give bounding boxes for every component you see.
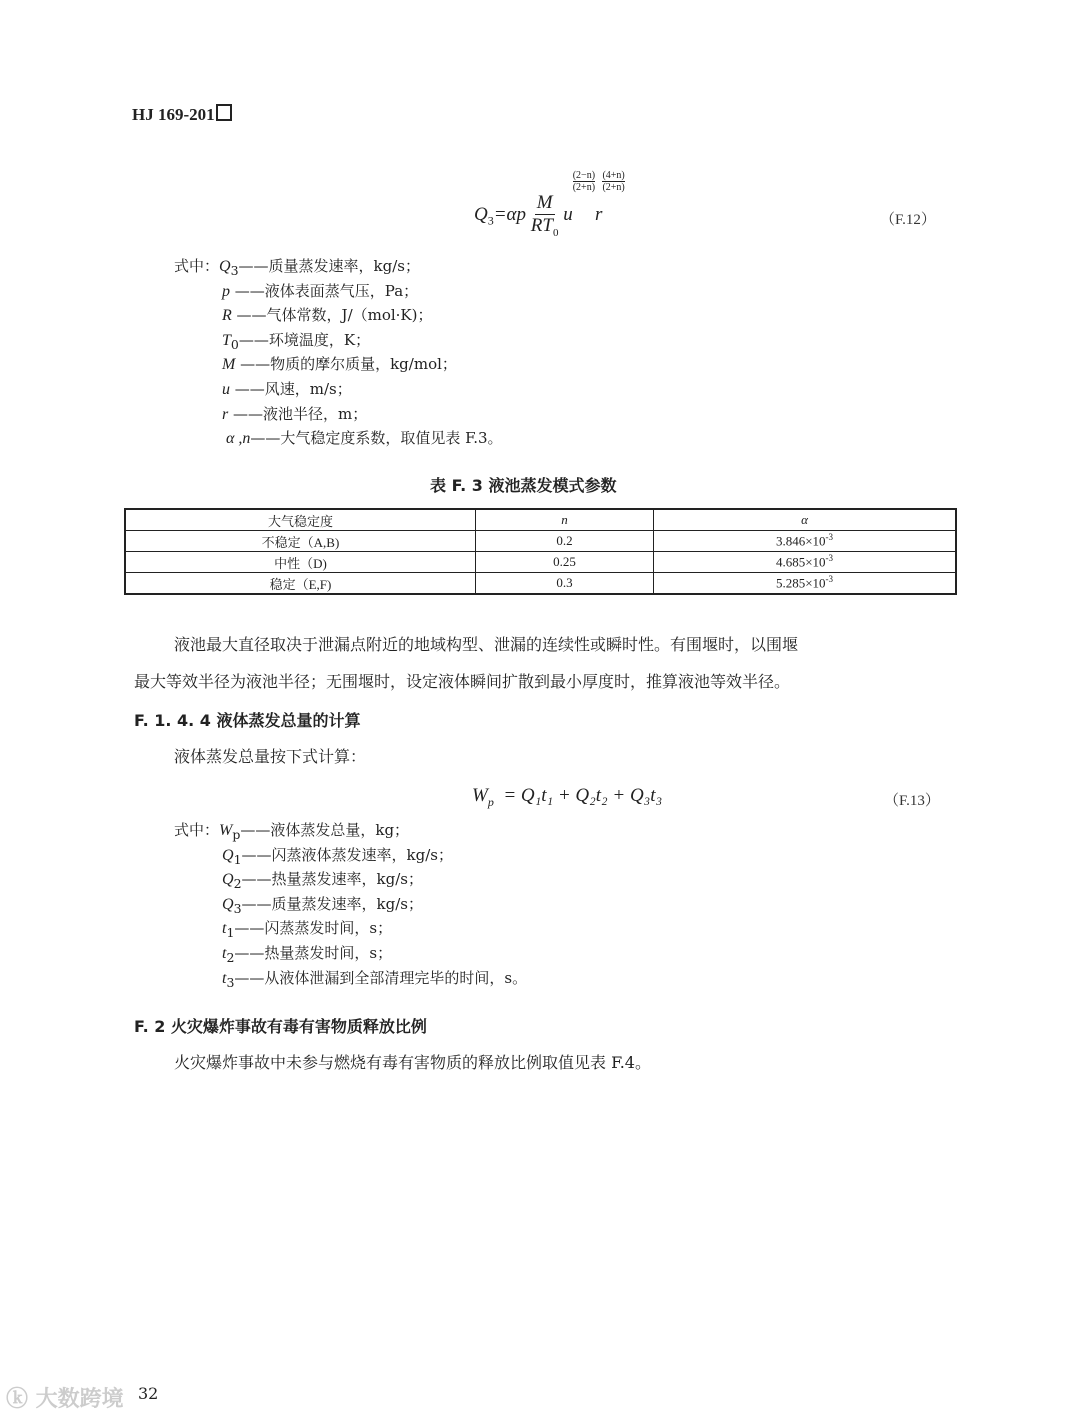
table-row: 中性（D) 0.25 $4.685\times 10^{-3}$ bbox=[125, 552, 956, 573]
variable-definition: u ——风速，m/s； bbox=[222, 380, 352, 398]
variable-definition: 式中：$W_p——$液体蒸发总量，kg； bbox=[174, 821, 410, 842]
variable-definition: M ——物质的摩尔质量，kg/mol； bbox=[222, 355, 457, 374]
variable-definition: $t_1——$闪蒸蒸发时间，s； bbox=[222, 919, 393, 941]
page-number: 32 bbox=[138, 1384, 159, 1403]
standard-code: HJ 169-201 bbox=[132, 105, 215, 124]
table-header-row: 大气稳定度 n α bbox=[125, 509, 956, 531]
table-row: 不稳定（A,B) 0.2 $3.846\times 10^{-3}$ bbox=[125, 531, 956, 552]
variable-definition: α ,n——大气稳定度系数，取值见表 F.3。 bbox=[226, 429, 503, 448]
variable-definition: $t_3——$从液体泄漏到全部清理完毕的时间，s。 bbox=[222, 968, 528, 990]
watermark: ⓚ 大数跨境 bbox=[6, 1387, 124, 1412]
equation-f13: $W_p = Q_1t_1 + Q_2t_2 + Q_3t_3$ bbox=[472, 785, 663, 809]
paragraph: 液池最大直径取决于泄漏点附近的地域构型、泄漏的连续性或瞬时性。有围堰时，以围堰 bbox=[174, 635, 799, 654]
equation-label: （F.13） bbox=[884, 793, 940, 809]
table-row: 稳定（E,F) 0.3 $5.285\times 10^{-3}$ bbox=[125, 573, 956, 595]
paragraph: 最大等效半径为液池半径；无围堰时，设定液体瞬间扩散到最小厚度时，推算液池等效半径。 bbox=[134, 672, 791, 691]
equation-label: （F.12） bbox=[880, 212, 936, 228]
table-title: 表 F. 3 液池蒸发模式参数 bbox=[430, 476, 617, 495]
equation-f12: $Q_3=\alpha p$ $\frac{M}{RT_0}$ u $\frac{(2-n)}{(2+n)}$ r $\frac{(4+n)}{(2+n)}$ bbox=[474, 170, 625, 239]
variable-definition: R ——气体常数，J/（mol·K)； bbox=[222, 306, 433, 325]
variable-definition: $Q_3——$质量蒸发速率，kg/s； bbox=[222, 894, 423, 916]
variable-definition: $Q_2——$热量蒸发速率，kg/s； bbox=[222, 870, 423, 892]
variable-definition: $Q_1——$闪蒸液体蒸发速率，kg/s； bbox=[222, 845, 453, 867]
placeholder-box bbox=[216, 104, 232, 121]
section-heading: F. 1. 4. 4 液体蒸发总量的计算 bbox=[134, 711, 361, 730]
variable-definition: 式中：$Q_3——$质量蒸发速率，kg/s； bbox=[174, 257, 420, 278]
paragraph: 液体蒸发总量按下式计算： bbox=[174, 747, 367, 766]
variable-definition: $t_2——$热量蒸发时间，s； bbox=[222, 944, 393, 965]
variable-definition: r ——液池半径，m； bbox=[222, 404, 368, 423]
paragraph: 火灾爆炸事故中未参与燃烧有毒有害物质的释放比例取值见表 F.4。 bbox=[174, 1053, 651, 1072]
parameter-table bbox=[124, 508, 957, 595]
variable-definition: p ——液体表面蒸气压，Pa； bbox=[222, 281, 419, 300]
section-heading: F. 2 火灾爆炸事故有毒有害物质释放比例 bbox=[134, 1017, 427, 1036]
variable-definition: $T_0——$环境温度，K； bbox=[222, 330, 371, 352]
document-header bbox=[132, 104, 232, 125]
